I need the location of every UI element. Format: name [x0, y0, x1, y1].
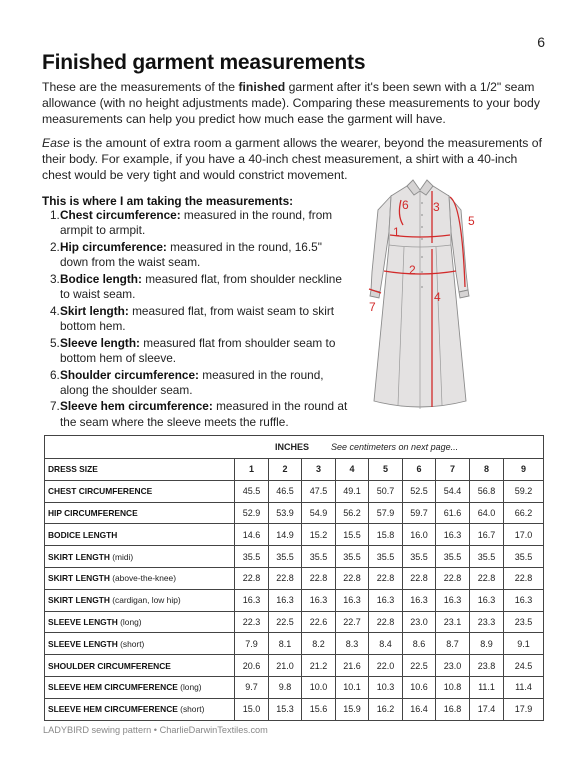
value-cell: 8.6: [403, 633, 436, 655]
list-item-text: measured flat from shoulder seam to bottom hem of sleeve.: [60, 335, 336, 366]
value-cell: 9.8: [269, 676, 302, 698]
value-cell: 22.8: [436, 567, 470, 589]
row-qualifier: (short): [120, 638, 145, 649]
value-cell: 35.5: [403, 546, 436, 568]
row-label: SKIRT LENGTH: [48, 551, 110, 562]
size-label: DRESS SIZE: [48, 464, 98, 475]
value-cell: 50.7: [369, 480, 403, 502]
value-cell: 23.3: [470, 611, 504, 633]
value-cell: 15.2: [302, 524, 336, 546]
row-label: SLEEVE LENGTH: [48, 616, 118, 627]
value-cell: 24.5: [504, 655, 544, 677]
value-cell: 21.6: [336, 655, 369, 677]
value-cell: 16.3: [302, 589, 336, 611]
marker-number: 6: [402, 198, 409, 212]
value-cell: 22.5: [403, 655, 436, 677]
row-label-cell: [45, 502, 235, 524]
list-item-text: measured flat, from shoulder neckline to waist seam.: [60, 271, 342, 302]
row-qualifier: (long): [180, 682, 202, 693]
value-cell: 16.3: [369, 589, 403, 611]
value-cell: 15.5: [336, 524, 369, 546]
value-cell: 16.2: [369, 698, 403, 720]
intro-text-before: These are the measurements of the: [42, 80, 239, 94]
row-label-cell: [45, 546, 235, 568]
list-item-text: measured in the round, along the shoulder seam.: [60, 367, 324, 397]
value-cell: 35.5: [436, 546, 470, 568]
table-row: [45, 480, 544, 502]
value-cell: 8.9: [470, 633, 504, 655]
marker-number: 7: [369, 300, 376, 314]
size-cell: 9: [504, 459, 544, 481]
value-cell: 15.0: [235, 698, 269, 720]
value-cell: 14.9: [269, 524, 302, 546]
value-cell: 54.9: [302, 502, 336, 524]
value-cell: 17.0: [504, 524, 544, 546]
value-cell: 23.1: [436, 611, 470, 633]
value-cell: 35.5: [336, 546, 369, 568]
value-cell: 16.3: [269, 589, 302, 611]
ease-text: is the amount of extra room a garment allows the wearer, beyond the measurements of their body. For example, if you have a 40-inch chest measurement, a shirt with a 40-inch chest would be very tight and would constrict movement.: [42, 136, 542, 182]
value-cell: 22.6: [302, 611, 336, 633]
table-header-row: [45, 436, 544, 459]
value-cell: 22.8: [369, 611, 403, 633]
marker-number: 3: [433, 200, 440, 214]
value-cell: 22.0: [369, 655, 403, 677]
value-cell: 57.9: [369, 502, 403, 524]
value-cell: 22.8: [336, 567, 369, 589]
list-item: [50, 336, 350, 367]
value-cell: 23.0: [436, 655, 470, 677]
value-cell: 7.9: [235, 633, 269, 655]
value-cell: 16.3: [436, 589, 470, 611]
measurement-list-heading: This is where I am taking the measurements:: [42, 194, 294, 208]
value-cell: 35.5: [470, 546, 504, 568]
value-cell: 17.9: [504, 698, 544, 720]
list-item-number: 5.: [50, 335, 60, 350]
value-cell: 49.1: [336, 480, 369, 502]
marker-number: 2: [409, 263, 416, 277]
size-cell: 3: [302, 459, 336, 481]
size-cell: 8: [470, 459, 504, 481]
row-label-cell: [45, 480, 235, 502]
value-cell: 22.8: [269, 567, 302, 589]
value-cell: 56.2: [336, 502, 369, 524]
intro-text-after: garment after it's been sewn with a 1/2" seam allowance (with no height adjustments made). Comparing these measurements to your body measurements can help you predict how much ease the garment will have.: [42, 80, 540, 126]
value-cell: 45.5: [235, 480, 269, 502]
table-row: [45, 676, 544, 698]
list-item-number: 6.: [50, 367, 60, 382]
value-cell: 8.3: [336, 633, 369, 655]
table-row: [45, 698, 544, 720]
value-cell: 21.2: [302, 655, 336, 677]
list-item: [50, 208, 350, 239]
value-cell: 22.3: [235, 611, 269, 633]
value-cell: 8.2: [302, 633, 336, 655]
ease-term: Ease: [42, 136, 70, 150]
list-item-number: 7.: [50, 399, 60, 414]
value-cell: 16.3: [403, 589, 436, 611]
value-cell: 23.5: [504, 611, 544, 633]
intro-paragraph: [42, 79, 547, 127]
row-label: SHOULDER CIRCUMFERENCE: [48, 660, 171, 671]
row-label-cell: [45, 567, 235, 589]
value-cell: 64.0: [470, 502, 504, 524]
row-label-cell: [45, 633, 235, 655]
size-row-label: [45, 459, 235, 481]
row-label: SLEEVE HEM CIRCUMFERENCE: [48, 704, 178, 715]
value-cell: 8.1: [269, 633, 302, 655]
list-item-text: measured in the round, 16.5" down from the waist seam.: [60, 239, 322, 270]
row-label-cell: [45, 611, 235, 633]
table-row: [45, 633, 544, 655]
value-cell: 15.6: [302, 698, 336, 720]
value-cell: 22.8: [235, 567, 269, 589]
centimeters-note: See centimeters on next page...: [331, 442, 459, 452]
list-item-label: Chest circumference:: [60, 208, 181, 222]
table-row: [45, 567, 544, 589]
row-qualifier: (short): [180, 704, 205, 715]
size-cell: 5: [369, 459, 403, 481]
value-cell: 10.0: [302, 676, 336, 698]
size-cell: 6: [403, 459, 436, 481]
value-cell: 16.3: [336, 589, 369, 611]
value-cell: 9.1: [504, 633, 544, 655]
table-row: [45, 655, 544, 677]
value-cell: 59.7: [403, 502, 436, 524]
page-number: 6: [537, 34, 545, 50]
dress-diagram: [362, 177, 490, 421]
row-label: SLEEVE HEM CIRCUMFERENCE: [48, 682, 178, 693]
value-cell: 23.0: [403, 611, 436, 633]
list-item-label: Sleeve hem circumference:: [60, 399, 213, 414]
value-cell: 15.9: [336, 698, 369, 720]
table-row: [45, 611, 544, 633]
value-cell: 16.3: [235, 589, 269, 611]
value-cell: 35.5: [504, 546, 544, 568]
size-cell: 2: [269, 459, 302, 481]
value-cell: 8.7: [436, 633, 470, 655]
list-item-text: measured in the round at the seam where the sleeve meets the ruffle.: [60, 399, 348, 429]
row-label: SLEEVE LENGTH: [48, 638, 118, 649]
value-cell: 9.7: [235, 676, 269, 698]
row-qualifier: (midi): [112, 551, 134, 562]
list-item-text: measured flat, from waist seam to skirt bottom hem.: [60, 303, 335, 334]
value-cell: 22.8: [403, 567, 436, 589]
marker-number: 1: [393, 225, 400, 239]
row-qualifier: (cardigan, low hip): [112, 595, 181, 606]
value-cell: 11.4: [504, 676, 544, 698]
value-cell: 56.8: [470, 480, 504, 502]
list-item-label: Shoulder circumference:: [60, 367, 199, 382]
value-cell: 46.5: [269, 480, 302, 502]
value-cell: 53.9: [269, 502, 302, 524]
list-item: [50, 368, 350, 399]
list-item-number: 4.: [50, 303, 60, 318]
list-item: [50, 240, 350, 271]
row-label-cell: [45, 698, 235, 720]
value-cell: 22.5: [269, 611, 302, 633]
value-cell: 22.8: [369, 567, 403, 589]
page-footer: LADYBIRD sewing pattern • CharlieDarwinTextiles.com: [43, 725, 268, 735]
value-cell: 22.8: [504, 567, 544, 589]
value-cell: 35.5: [235, 546, 269, 568]
value-cell: 66.2: [504, 502, 544, 524]
measurement-table-wrap: [44, 435, 543, 721]
value-cell: 16.8: [436, 698, 470, 720]
row-label: BODICE LENGTH: [48, 529, 118, 540]
row-label-cell: [45, 524, 235, 546]
list-item-label: Sleeve length:: [60, 335, 140, 350]
size-cell: 7: [436, 459, 470, 481]
value-cell: 11.1: [470, 676, 504, 698]
row-label-cell: [45, 676, 235, 698]
marker-number: 5: [468, 214, 475, 228]
measurement-table: [44, 435, 544, 721]
value-cell: 10.8: [436, 676, 470, 698]
table-row: [45, 546, 544, 568]
value-cell: 16.7: [470, 524, 504, 546]
value-cell: 22.7: [336, 611, 369, 633]
list-item: [50, 304, 350, 335]
value-cell: 17.4: [470, 698, 504, 720]
intro-bold-word: finished: [238, 80, 286, 94]
row-label: CHEST CIRCUMFERENCE: [48, 486, 153, 497]
table-row: [45, 502, 544, 524]
list-item-number: 1.: [50, 208, 60, 222]
value-cell: 23.8: [470, 655, 504, 677]
size-cell: 1: [235, 459, 269, 481]
value-cell: 16.3: [436, 524, 470, 546]
value-cell: 59.2: [504, 480, 544, 502]
list-item-text: measured in the round, from armpit to armpit.: [60, 208, 333, 238]
row-qualifier: (above-the-knee): [112, 573, 176, 584]
value-cell: 10.6: [403, 676, 436, 698]
list-item: [50, 272, 350, 303]
value-cell: 16.3: [470, 589, 504, 611]
value-cell: 10.1: [336, 676, 369, 698]
table-row: [45, 524, 544, 546]
value-cell: 52.9: [235, 502, 269, 524]
value-cell: 47.5: [302, 480, 336, 502]
table-header-cell: [45, 436, 544, 459]
row-label-cell: [45, 655, 235, 677]
value-cell: 35.5: [269, 546, 302, 568]
value-cell: 16.0: [403, 524, 436, 546]
dress-illustration: [370, 180, 469, 407]
row-label: HIP CIRCUMFERENCE: [48, 507, 138, 518]
list-item-label: Skirt length:: [60, 303, 129, 318]
value-cell: 54.4: [436, 480, 470, 502]
value-cell: 15.3: [269, 698, 302, 720]
value-cell: 14.6: [235, 524, 269, 546]
ease-paragraph: [42, 135, 547, 183]
value-cell: 10.3: [369, 676, 403, 698]
value-cell: 35.5: [302, 546, 336, 568]
value-cell: 35.5: [369, 546, 403, 568]
value-cell: 15.8: [369, 524, 403, 546]
value-cell: 61.6: [436, 502, 470, 524]
row-label-cell: [45, 589, 235, 611]
list-item-number: 2.: [50, 239, 60, 254]
value-cell: 22.8: [470, 567, 504, 589]
row-label: SKIRT LENGTH: [48, 573, 110, 584]
row-qualifier: (long): [120, 616, 142, 627]
marker-number: 4: [434, 290, 441, 304]
value-cell: 20.6: [235, 655, 269, 677]
value-cell: 16.3: [504, 589, 544, 611]
value-cell: 16.4: [403, 698, 436, 720]
value-cell: 8.4: [369, 633, 403, 655]
page-title: Finished garment measurements: [42, 51, 366, 74]
value-cell: 21.0: [269, 655, 302, 677]
size-row: [45, 459, 544, 481]
measurement-list: [50, 208, 350, 431]
list-item-number: 3.: [50, 271, 60, 286]
units-label: INCHES: [275, 442, 310, 452]
row-label: SKIRT LENGTH: [48, 595, 110, 606]
value-cell: 52.5: [403, 480, 436, 502]
list-item: [50, 399, 350, 430]
value-cell: 22.8: [302, 567, 336, 589]
list-item-label: Bodice length:: [60, 271, 142, 286]
table-row: [45, 589, 544, 611]
list-item-label: Hip circumference:: [60, 239, 167, 254]
size-cell: 4: [336, 459, 369, 481]
